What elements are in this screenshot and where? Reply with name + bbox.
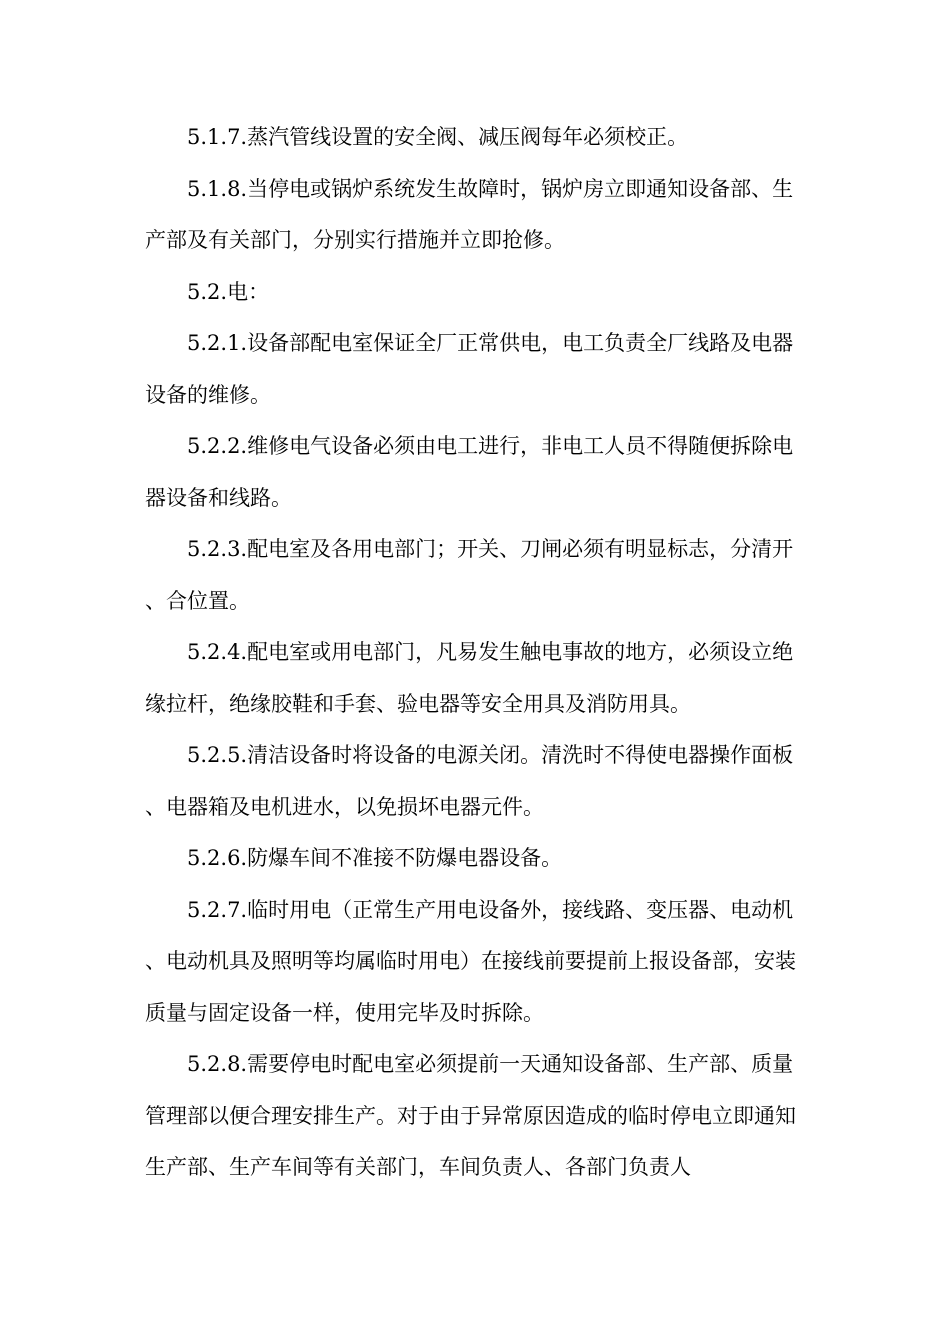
paragraph-5-2-1: 5.2.1.设备部配电室保证全厂正常供电，电工负责全厂线路及电器设备的维修。 (145, 331, 794, 407)
paragraph-5-1-8: 5.1.8.当停电或锅炉系统发生故障时，锅炉房立即通知设备部、生产部及有关部门，分别实行措施并立即抢修。 (145, 176, 794, 252)
paragraph-5-2-3: 5.2.3.配电室及各用电部门；开关、刀闸必须有明显标志，分清开、合位置。 (145, 537, 794, 613)
paragraph-5-2-2: 5.2.2.维修电气设备必须由电工进行，非电工人员不得随便拆除电器设备和线路。 (145, 434, 794, 510)
paragraph-5-2-6: 5.2.6.防爆车间不准接不防爆电器设备。 (187, 846, 563, 870)
paragraph-5-2-7: 5.2.7.临时用电（正常生产用电设备外，接线路、变压器、电动机、电动机具及照明等均属临时用电）在接线前要提前上报设备部，安装质量与固定设备一样，使用完毕及时拆除。 (145, 897, 796, 1025)
paragraph-5-2-8: 5.2.8.需要停电时配电室必须提前一天通知设备部、生产部、质量管理部以便合理安排生产。对于由于异常原因造成的临时停电立即通知生产部、生产车间等有关部门，车间负责人、各部门负责人 (145, 1052, 796, 1179)
paragraph-5-1-7: 5.1.7.蒸汽管线设置的安全阀、减压阀每年必须校正。 (187, 125, 689, 149)
paragraph-5-2-4: 5.2.4.配电室或用电部门，凡易发生触电事故的地方，必须设立绝缘拉杆，绝缘胶鞋和手套、验电器等安全用具及消防用具。 (145, 640, 794, 716)
paragraph-5-2-5: 5.2.5.清洁设备时将设备的电源关闭。清洗时不得使电器操作面板、电器箱及电机进水，以免损坏电器元件。 (145, 743, 794, 819)
section-heading-5-2: 5.2.电： (187, 279, 270, 304)
document-body (145, 112, 805, 1194)
